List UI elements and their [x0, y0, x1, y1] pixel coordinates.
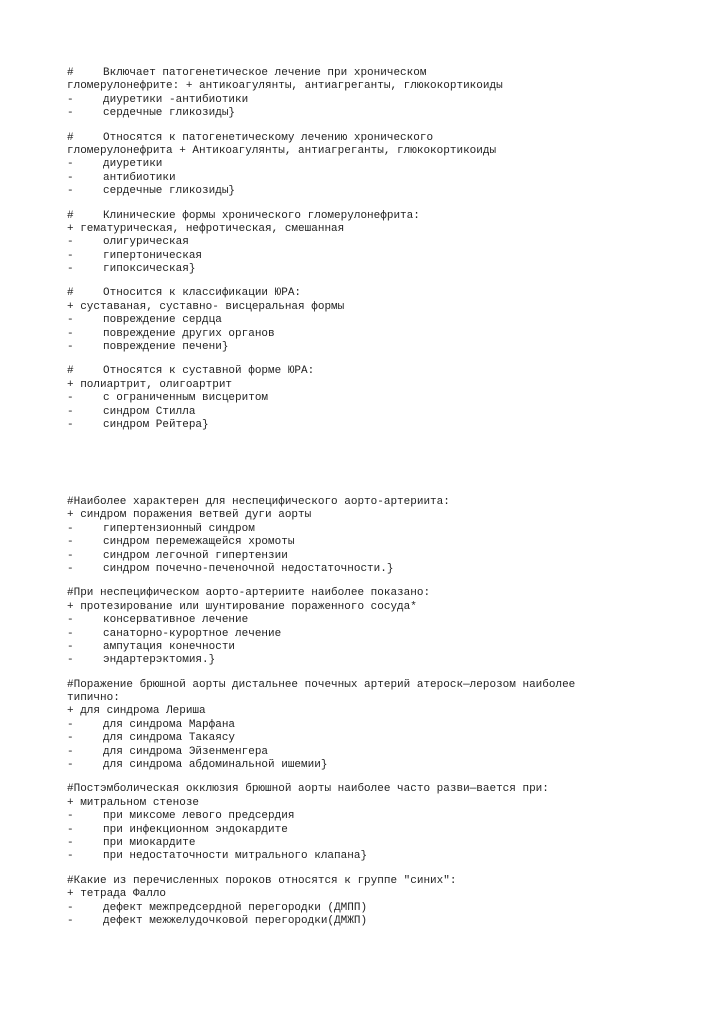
line-marker: -: [67, 654, 74, 667]
line-marker: -: [67, 236, 74, 249]
line-text: + полиартрит, олигоартрит: [67, 378, 233, 391]
answer-option: [67, 236, 667, 249]
line-marker: -: [67, 392, 74, 405]
line-marker: #: [67, 209, 74, 222]
line-text: при миксоме левого предсердия: [103, 810, 295, 823]
line-text: #Поражение брюшной аорты дистальнее почечных артерий атероск—лерозом наиболее: [67, 678, 576, 691]
question-item: [67, 287, 667, 354]
line-text: #Какие из перечисленных пороков относятся к группе "синих":: [67, 874, 457, 887]
line-text: синдром почечно-печеночной недостаточности.}: [103, 562, 394, 575]
line-marker: -: [67, 627, 74, 640]
line-text: Включает патогенетическое лечение при хроническом: [103, 67, 427, 79]
answer-option: [67, 523, 667, 536]
line-marker: -: [67, 171, 74, 184]
question-stem: [67, 132, 667, 145]
line-text: гипертоническая: [103, 249, 203, 262]
question-stem: [67, 365, 667, 378]
line-text: эндартерэктомия.}: [103, 654, 216, 667]
line-text: дефект межжелудочковой перегородки(ДМЖП): [103, 914, 368, 927]
line-text: + митральном стенозе: [67, 796, 200, 809]
line-marker: -: [67, 263, 74, 276]
answer-option: [67, 328, 667, 341]
line-text: сердечные гликозиды}: [103, 107, 236, 120]
question-stem-continued: [67, 223, 667, 236]
line-text: при недостаточности митрального клапана}: [103, 850, 368, 863]
question-stem: [67, 210, 667, 223]
question-item: [67, 496, 667, 576]
line-text: антибиотики: [103, 171, 176, 184]
answer-option: [67, 902, 667, 915]
line-marker: -: [67, 810, 74, 823]
answer-option: [67, 654, 667, 667]
line-text: для синдрома абдоминальной ишемии}: [103, 759, 328, 772]
answer-option: [67, 172, 667, 185]
line-text: олигурическая: [103, 236, 189, 249]
answer-option: [67, 915, 667, 928]
answer-option: [67, 158, 667, 171]
question-stem: [67, 679, 667, 692]
line-marker: #: [67, 131, 74, 144]
answer-option: [67, 550, 667, 563]
question-item: [67, 783, 667, 863]
answer-option: [67, 837, 667, 850]
question-stem: [67, 783, 667, 796]
question-block-a: [67, 67, 667, 443]
line-text: повреждение печени}: [103, 341, 229, 354]
line-marker: #: [67, 365, 74, 378]
line-marker: #: [67, 67, 74, 79]
line-text: Клинические формы хронического гломерулонефрита:: [103, 209, 420, 222]
question-stem: [67, 67, 667, 80]
answer-option: [67, 94, 667, 107]
line-text: дефект межпредсердной перегородки (ДМПП): [103, 901, 368, 914]
answer-option: [67, 314, 667, 327]
question-stem-continued: [67, 301, 667, 314]
line-text: + синдром поражения ветвей дуги аорты: [67, 509, 312, 522]
line-text: #При неспецифическом аорто-артериите наиболее показано:: [67, 587, 431, 600]
line-text: Относятся к суставной форме ЮРА:: [103, 365, 315, 378]
line-marker: -: [67, 732, 74, 745]
line-marker: -: [67, 536, 74, 549]
line-text: синдром Стилла: [103, 405, 196, 418]
line-text: Относятся к патогенетическому лечению хронического: [103, 131, 434, 144]
answer-option: [67, 732, 667, 745]
answer-option: [67, 107, 667, 120]
answer-option: [67, 810, 667, 823]
line-text: для синдрома Эйзенменгера: [103, 745, 269, 758]
question-item: [67, 875, 667, 929]
line-marker: -: [67, 836, 74, 849]
question-stem-continued: [67, 80, 667, 93]
question-item: [67, 679, 667, 773]
question-item: [67, 365, 667, 432]
line-marker: -: [67, 549, 74, 562]
answer-option: [67, 392, 667, 405]
line-marker: -: [67, 914, 74, 927]
question-stem: [67, 496, 667, 509]
line-text: для синдрома Такаясу: [103, 732, 236, 745]
correct-answer: [67, 601, 667, 614]
line-text: гипоксическая}: [103, 263, 196, 276]
line-text: + для синдрома Лериша: [67, 705, 206, 718]
correct-answer: [67, 797, 667, 810]
line-text: + протезирование или шунтирование пораженного сосуда*: [67, 600, 417, 613]
line-marker: -: [67, 614, 74, 627]
line-text: консервативное лечение: [103, 614, 249, 627]
line-marker: -: [67, 640, 74, 653]
line-text: при миокардите: [103, 836, 196, 849]
answer-option: [67, 563, 667, 576]
answer-option: [67, 263, 667, 276]
answer-option: [67, 250, 667, 263]
question-item: [67, 67, 667, 121]
line-marker: -: [67, 314, 74, 327]
line-marker: -: [67, 107, 74, 120]
line-marker: -: [67, 405, 74, 418]
line-text: диуретики: [103, 158, 163, 171]
line-text: при инфекционном эндокардите: [103, 823, 288, 836]
line-text: + тетрада Фалло: [67, 888, 167, 901]
answer-option: [67, 628, 667, 641]
line-marker: -: [67, 850, 74, 863]
answer-option: [67, 850, 667, 863]
line-marker: -: [67, 745, 74, 758]
question-stem: [67, 587, 667, 600]
answer-option: [67, 759, 667, 772]
question-stem: [67, 287, 667, 300]
line-text: #Наиболее характерен для неспецифического аорто-артериита:: [67, 496, 450, 508]
question-block-b: [67, 496, 667, 939]
line-text: для синдрома Марфана: [103, 718, 236, 731]
line-text: синдром легочной гипертензии: [103, 549, 288, 562]
line-text: гипертензионный синдром: [103, 522, 255, 535]
answer-option: [67, 824, 667, 837]
line-text: сердечные гликозиды}: [103, 185, 236, 198]
answer-option: [67, 719, 667, 732]
answer-option: [67, 341, 667, 354]
line-text: ампутация конечности: [103, 640, 236, 653]
line-text: + суставаная, суставно- висцеральная формы: [67, 300, 345, 313]
line-text: #Постэмболическая окклюзия брюшной аорты наиболее часто разви—вается при:: [67, 783, 549, 796]
line-text: гломерулонефрите: + антикоагулянты, антиагреганты, глюкокортикоиды: [67, 80, 503, 93]
line-text: повреждение других органов: [103, 327, 275, 340]
line-text: Относится к классификации ЮРА:: [103, 287, 302, 300]
line-text: с ограниченным висцеритом: [103, 392, 269, 405]
correct-answer: [67, 705, 667, 718]
line-text: + гематурическая, нефротическая, смешанная: [67, 222, 345, 235]
line-marker: -: [67, 418, 74, 431]
line-text: диуретики -антибиотики: [103, 93, 249, 106]
answer-option: [67, 406, 667, 419]
question-item: [67, 587, 667, 667]
question-stem: [67, 875, 667, 888]
answer-option: [67, 614, 667, 627]
line-text: синдром перемежащейся хромоты: [103, 536, 295, 549]
question-stem-continued: [67, 145, 667, 158]
question-stem-continued: [67, 379, 667, 392]
line-marker: -: [67, 823, 74, 836]
answer-option: [67, 185, 667, 198]
answer-option: [67, 641, 667, 654]
line-marker: -: [67, 341, 74, 354]
line-marker: -: [67, 93, 74, 106]
question-stem: [67, 692, 667, 705]
line-marker: -: [67, 185, 74, 198]
question-item: [67, 210, 667, 277]
line-text: санаторно-курортное лечение: [103, 627, 282, 640]
line-marker: #: [67, 287, 74, 300]
answer-option: [67, 536, 667, 549]
correct-answer: [67, 509, 667, 522]
line-text: повреждение сердца: [103, 314, 222, 327]
line-marker: -: [67, 718, 74, 731]
line-text: синдром Рейтера}: [103, 418, 209, 431]
answer-option: [67, 419, 667, 432]
line-marker: -: [67, 158, 74, 171]
question-item: [67, 132, 667, 199]
line-marker: -: [67, 522, 74, 535]
answer-option: [67, 746, 667, 759]
line-text: гломерулонефрита + Антикоагулянты, антиагреганты, глюкокортикоиды: [67, 144, 497, 157]
line-marker: -: [67, 562, 74, 575]
line-marker: -: [67, 901, 74, 914]
line-marker: -: [67, 327, 74, 340]
line-text: типично:: [67, 692, 120, 705]
line-marker: -: [67, 249, 74, 262]
line-marker: -: [67, 759, 74, 772]
correct-answer: [67, 888, 667, 901]
